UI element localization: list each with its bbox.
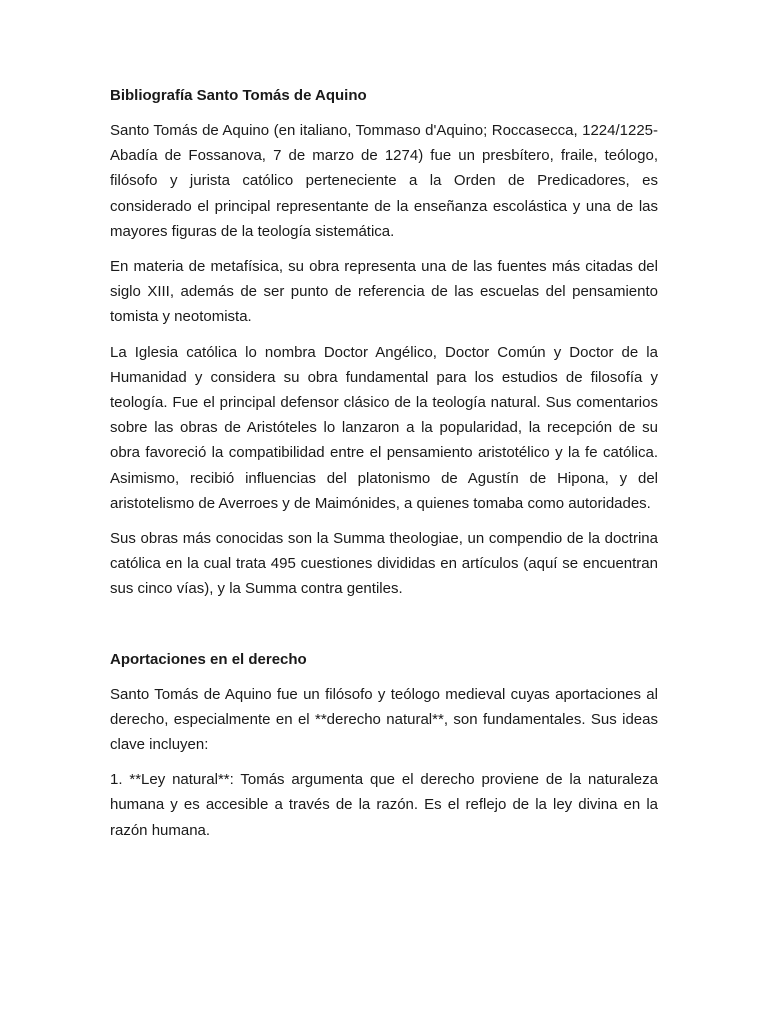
- paragraph-ley-natural: 1. **Ley natural**: Tomás argumenta que el derecho proviene de la naturaleza humana y es accesible a través de la razón. Es el reflejo de la ley divina en la razón humana.: [110, 771, 658, 839]
- section-title-bibliografia: Bibliografía Santo Tomás de Aquino: [110, 87, 367, 104]
- section-spacer: [110, 612, 658, 647]
- paragraph-metafisica: En materia de metafísica, su obra representa una de las fuentes más citadas del siglo XIII, además de ser punto de referencia de las escuelas del pensamiento tomista y neotomista.: [110, 258, 658, 326]
- paragraph-intro: Santo Tomás de Aquino (en italiano, Tommaso d'Aquino; Roccasecca, 1224/1225-Abadía de Fossanova, 7 de marzo de 1274) fue un presbítero, fraile, teólogo, filósofo y jurista católico perteneciente a la Orden de Predicadores, es considerado el principal representante de la enseñanza escolástica y una de las mayores figuras de la teología sistemática.: [110, 122, 658, 240]
- section-title-aportaciones: Aportaciones en el derecho: [110, 650, 307, 668]
- paragraph-aportaciones-intro: Santo Tomás de Aquino fue un filósofo y teólogo medieval cuyas aportaciones al derecho, especialmente en el **derecho natural**, son fundamentales. Sus ideas clave incluyen:: [110, 685, 658, 754]
- paragraph-obras: Sus obras más conocidas son la Summa theologiae, un compendio de la doctrina católica en la cual trata 495 cuestiones divididas en artículos (aquí se encuentran sus cinco vías), y la Summa contra gentiles.: [110, 530, 658, 598]
- paragraph-iglesia: La Iglesia católica lo nombra Doctor Angélico, Doctor Común y Doctor de la Humanidad y considera su obra fundamental para los estudios de filosofía y teología. Fue el principal defensor clásico de la teología natural. Sus comentarios sobre las obras de Aristóteles lo lanzaron a la popularidad, la recepción de su obra favoreció la compatibilidad entre el pensamiento aristotélico y la fe católica. Asimismo, recibió influencias del platonismo de Agustín de Hipona, y del aristotelismo de Averroes y de Maimónides, a quienes tomaba como autoridades.: [110, 343, 658, 512]
